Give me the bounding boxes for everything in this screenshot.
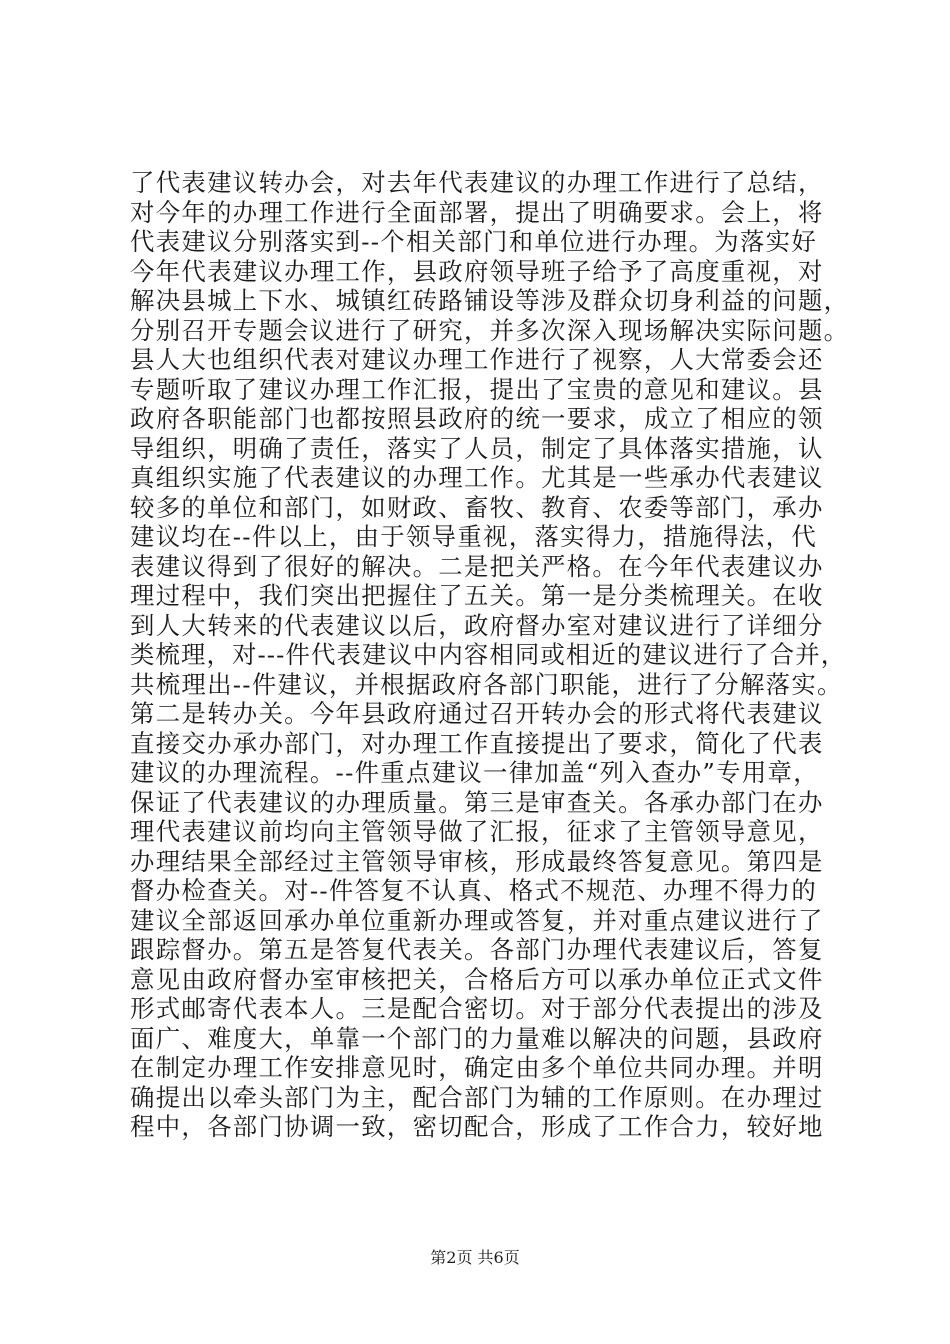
text-line: 分别召开专题会议进行了研究，并多次深入现场解决实际问题。 (130, 315, 850, 345)
text-line: 第二是转办关。今年县政府通过召开转办会的形式将代表建议 (130, 699, 824, 728)
text-line: 在制定办理工作安排意见时，确定由多个单位共同办理。并明 (130, 1053, 824, 1082)
text-line: 导组织，明确了责任，落实了人员，制定了具体落实措施，认 (130, 433, 824, 463)
text-line: 了代表建议转办会，对去年代表建议的办理工作进行了总结， (130, 168, 824, 197)
text-line: 较多的单位和部门，如财政、畜牧、教育、农委等部门，承办 (130, 492, 824, 522)
text-line: 意见由政府督办室审核把关，合格后方可以承办单位正式文件 (130, 964, 824, 994)
text-line: 共梳理出--件建议，并根据政府各部门职能，进行了分解落实。 (130, 669, 843, 699)
text-line: 专题听取了建议办理工作汇报，提出了宝贵的意见和建议。县 (130, 374, 824, 404)
text-line: 督办检查关。对--件答复不认真、格式不规范、办理不得力的 (130, 876, 818, 905)
text-line: 面广、难度大，单靠一个部门的力量难以解决的问题，县政府 (130, 1023, 824, 1053)
text-line: 理过程中，我们突出把握住了五关。第一是分类梳理关。在收 (130, 581, 824, 610)
text-line: 真组织实施了代表建议的办理工作。尤其是一些承办代表建议 (130, 463, 824, 492)
text-line: 代表建议分别落实到--个相关部门和单位进行办理。为落实好 (130, 227, 818, 256)
text-line: 保证了代表建议的办理质量。第三是审查关。各承办部门在办 (130, 787, 824, 817)
text-line: 理代表建议前均向主管领导做了汇报，征求了主管领导意见， (130, 817, 824, 846)
text-line: 类梳理，对---件代表建议中内容相同或相近的建议进行了合并， (130, 640, 847, 669)
text-line: 直接交办承办部门，对办理工作直接提出了要求，简化了代表 (130, 728, 824, 758)
text-line: 办理结果全部经过主管领导审核，形成最终答复意见。第四是 (130, 846, 824, 876)
text-line: 表建议得到了很好的解决。二是把关严格。在今年代表建议办 (130, 551, 824, 581)
text-line: 对今年的办理工作进行全面部署，提出了明确要求。会上，将 (130, 197, 824, 227)
text-line: 跟踪督办。第五是答复代表关。各部门办理代表建议后，答复 (130, 935, 824, 964)
text-line: 建议均在--件以上，由于领导重视，落实得力，措施得法，代 (130, 522, 818, 551)
text-line: 形式邮寄代表本人。三是配合密切。对于部分代表提出的涉及 (130, 994, 824, 1023)
text-line: 今年代表建议办理工作，县政府领导班子给予了高度重视，对 (130, 256, 824, 286)
text-line: 确提出以牵头部门为主，配合部门为辅的工作原则。在办理过 (130, 1082, 824, 1112)
text-line: 解决县城上下水、城镇红砖路铺设等涉及群众切身利益的问题， (130, 286, 850, 315)
text-line: 到人大转来的代表建议以后，政府督办室对建议进行了详细分 (130, 610, 824, 640)
body-text (130, 168, 850, 1142)
page-number-label: 第2页 共6页 (430, 1248, 520, 1267)
text-line: 程中，各部门协调一致，密切配合，形成了工作合力，较好地 (130, 1112, 824, 1141)
text-line: 建议全部返回承办单位重新办理或答复，并对重点建议进行了 (130, 905, 824, 935)
page-footer (0, 1245, 950, 1268)
text-line: 县人大也组织代表对建议办理工作进行了视察，人大常委会还 (130, 345, 824, 374)
text-line: 建议的办理流程。--件重点建议一律加盖“列入查办”专用章， (130, 758, 819, 787)
text-line: 政府各职能部门也都按照县政府的统一要求，成立了相应的领 (130, 404, 824, 433)
